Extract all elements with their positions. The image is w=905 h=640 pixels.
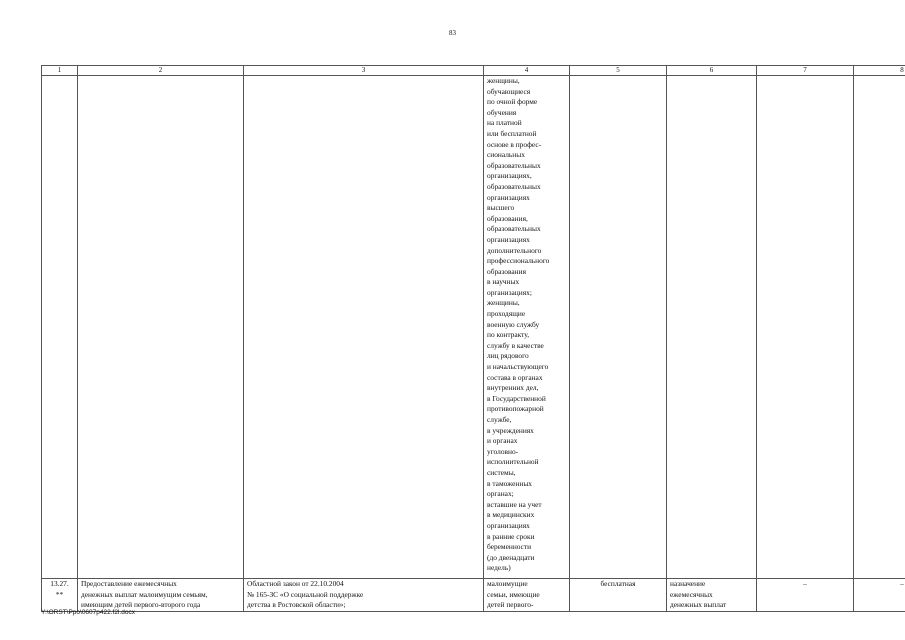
table-header-row (42, 66, 905, 76)
cell-empty (42, 76, 78, 579)
header-cell-3: 3 (244, 66, 484, 76)
cell-empty (854, 76, 905, 579)
header-cell-5: 5 (570, 66, 667, 76)
recipients-cell: малоимущие семьи, имеющие детей первого- (484, 579, 570, 612)
header-cell-7: 7 (757, 66, 854, 76)
services-table (41, 65, 905, 612)
header-cell-1: 1 (42, 66, 78, 76)
col8-cell: – (854, 579, 905, 612)
cell-empty (570, 76, 667, 579)
cell-empty (667, 76, 757, 579)
item-number-cell: 13.27. ** (42, 579, 78, 612)
result-cell: назначение ежемесячных денежных выплат (667, 579, 757, 612)
cell-empty (78, 76, 244, 579)
header-cell-8: 8 (854, 66, 905, 76)
table-row-continuation (42, 76, 905, 579)
header-cell-6: 6 (667, 66, 757, 76)
table-row-13-27 (42, 579, 905, 612)
page-number: 83 (449, 29, 456, 37)
cost-cell: бесплатная (570, 579, 667, 612)
col7-cell: – (757, 579, 854, 612)
cell-empty (244, 76, 484, 579)
header-cell-2: 2 (78, 66, 244, 76)
recipients-continuation-cell: женщины, обучающиеся по очной форме обучения на платной или бесплатной основе в профес- сиональных образовательных организациях, образовательных организациях высшего образования, образовательных организациях дополнительного профессионального образования в научных организациях; женщины, проходящие военную службу по контракту, службу в качестве лиц рядового и начальствующего состава в органах внутренних дел, в Государственной противопожарной службе, в учреждениях и органах уголовно- исполнительной системы, в таможенных органах; вставшие на учет в медицинских организациях в ранние сроки беременности (до двенадцати недель) (484, 76, 570, 579)
header-cell-4: 4 (484, 66, 570, 76)
legal-basis-cell: Областной закон от 22.10.2004 № 165-ЗС «О социальной поддержке детства в Ростовской области»; (244, 579, 484, 612)
cell-empty (757, 76, 854, 579)
service-name-cell: Предоставление ежемесячных денежных выплат малоимущим семьям, имеющим детей первого-второго года (78, 579, 244, 612)
file-path-footer: Y:\ORST\Ppo\0607p422.f2l.docx (41, 609, 135, 616)
